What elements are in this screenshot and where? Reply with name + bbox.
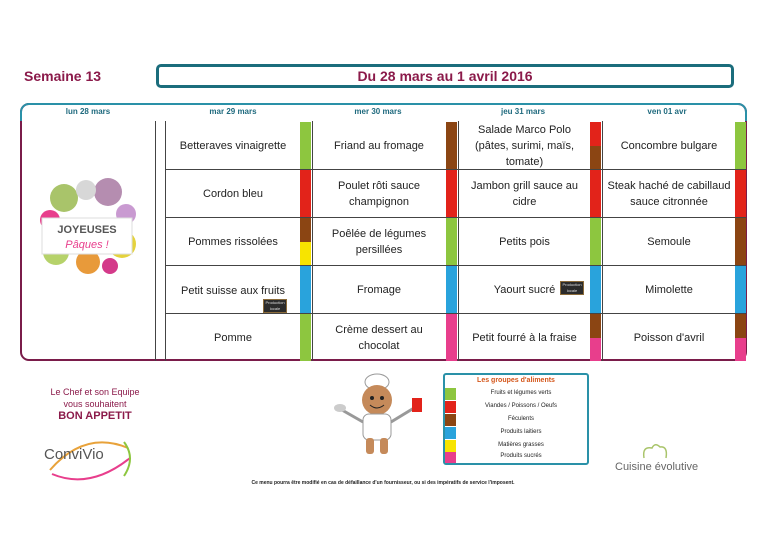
food-group-strip: [300, 242, 311, 265]
menu-cell-thu-2: Jambon grill sauce au cidre: [470, 179, 578, 208]
food-group-strip: [735, 218, 746, 265]
menu-cell-wed-5: Crème dessert au chocolat: [335, 323, 423, 352]
cook-mascot-icon: [330, 370, 430, 460]
menu-cell-wed-2: Poulet rôti sauce champignon: [338, 179, 420, 208]
legend-swatch: [445, 414, 456, 426]
date-range-title: Du 28 mars au 1 avril 2016: [156, 64, 734, 88]
legend-swatch: [445, 401, 456, 413]
chef-line-3: BON APPETIT: [58, 410, 132, 422]
menu-cell-wed-4: Fromage: [356, 283, 402, 296]
menu-cell-tue-5: Pomme: [214, 331, 252, 344]
legend-label: Produits sucrés: [500, 453, 542, 459]
legend-item: [445, 401, 587, 413]
footer-note: Ce menu pourra être modifié en cas de défaillance d'un fournisseur, ou si des impératifs de service l'imposent.: [251, 480, 515, 486]
menu-cell-thu-4: Yaourt sucré: [493, 283, 556, 296]
food-group-strip: [735, 338, 746, 361]
food-group-strip: [300, 266, 311, 313]
chef-message: [40, 386, 150, 422]
food-group-strip: [590, 338, 601, 361]
food-group-strip: [446, 314, 457, 361]
menu-cell-tue-3: Pommes rissolées: [188, 235, 278, 248]
food-group-strip: [446, 218, 457, 265]
food-group-strip: [590, 122, 601, 146]
grid-vline: [155, 121, 156, 361]
food-group-strip: [300, 170, 311, 217]
legend-swatch: [445, 427, 456, 439]
menu-cell-fri-2: Steak haché de cabillaud sauce citronnée: [607, 179, 731, 208]
food-group-strip: [735, 266, 746, 313]
food-group-strip: [446, 122, 457, 169]
food-group-strip: [446, 266, 457, 313]
day-header-tue: mar 29 mars: [209, 107, 257, 116]
menu-cell-thu-5: Petit fourré à la fraise: [472, 331, 577, 344]
menu-cell-fri-4: Mimolette: [645, 283, 693, 296]
menu-cell-fri-3: Semoule: [647, 235, 691, 248]
easter-text-2: Pâques !: [65, 239, 109, 251]
day-header-fri: ven 01 avr: [647, 107, 687, 116]
food-group-strip: [590, 314, 601, 338]
menu-cell-fri-5: Poisson d'avril: [633, 331, 705, 344]
legend-item: [445, 388, 587, 400]
menu-cell-thu-1: Salade Marco Polo (pâtes, surimi, maïs, tomate): [474, 123, 575, 168]
food-group-strip: [590, 170, 601, 217]
day-header-thu: jeu 31 mars: [500, 107, 546, 116]
legend-item: [445, 414, 587, 426]
legend-label: Viandes / Poissons / Oeufs: [485, 403, 557, 409]
cuisine-hat-icon: [640, 442, 670, 462]
legend-title: Les groupes d'aliments: [477, 377, 555, 384]
food-group-strip: [300, 218, 311, 242]
food-group-strip: [590, 218, 601, 265]
easter-text-1: JOYEUSES: [57, 224, 117, 236]
legend-item: [445, 440, 587, 452]
local-production-badge: Production locale: [263, 299, 287, 313]
legend-item: [445, 427, 587, 439]
local-production-badge: Production locale: [560, 281, 584, 295]
food-group-strip: [735, 314, 746, 338]
convivio-logo-text: ConviVio: [44, 446, 104, 463]
legend-label: Produits laitiers: [500, 429, 542, 435]
legend-swatch: [445, 440, 456, 452]
menu-cell-tue-2: Cordon bleu: [203, 187, 263, 200]
food-group-strip: [735, 170, 746, 217]
food-groups-legend: [443, 373, 589, 465]
day-header-wed: mer 30 mars: [354, 107, 402, 116]
legend-swatch: [445, 388, 456, 400]
food-group-strip: [735, 122, 746, 169]
cuisine-evolutive-logo-text: Cuisine évolutive: [615, 461, 699, 473]
week-label: Semaine 13: [24, 68, 102, 84]
chef-line-2: vous souhaitent: [63, 399, 127, 409]
menu-cell-wed-3: Poêlée de légumes persillées: [331, 227, 427, 256]
legend-item: [445, 452, 587, 463]
food-group-strip: [590, 266, 601, 313]
food-group-strip: [446, 170, 457, 217]
food-group-strip: [300, 314, 311, 361]
menu-cell-thu-3: Petits pois: [499, 235, 550, 248]
easter-eggs-image: [36, 170, 140, 280]
menu-cell-tue-4: Petit suisse aux fruits: [181, 285, 285, 297]
legend-label: Matières grasses: [498, 442, 544, 448]
food-group-strip: [590, 146, 601, 169]
chef-line-1: Le Chef et son Equipe: [50, 387, 140, 397]
day-header-mon: lun 28 mars: [65, 107, 111, 116]
menu-cell-wed-1: Friand au fromage: [334, 139, 424, 152]
legend-label: Féculents: [507, 416, 534, 422]
food-group-strip: [300, 122, 311, 169]
menu-cell-tue-1: Betteraves vinaigrette: [179, 139, 287, 152]
legend-swatch: [445, 452, 456, 463]
legend-label: Fruits et légumes verts: [490, 390, 552, 396]
menu-cell-fri-1: Concombre bulgare: [620, 139, 718, 152]
